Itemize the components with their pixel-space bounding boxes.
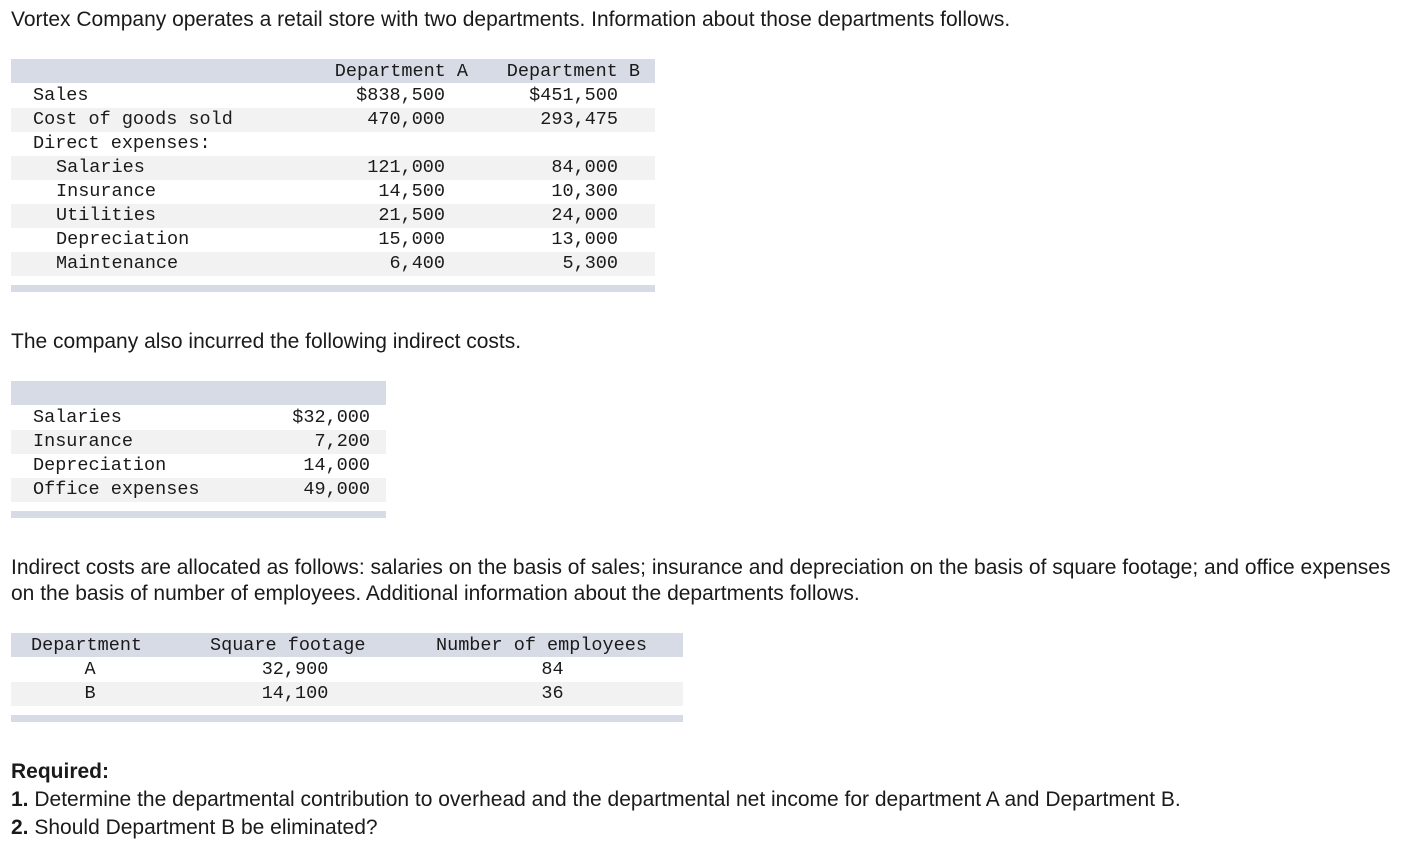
indirect-costs-table (11, 381, 386, 520)
dept-a-value: 6,400 (389, 253, 445, 274)
cost-value: 14,000 (303, 455, 370, 476)
cost-value: $32,000 (292, 407, 370, 428)
table-row (11, 406, 386, 430)
department-value: B (84, 683, 96, 704)
item-text: Determine the departmental contribution to overhead and the departmental net income for department A and Department B. (34, 788, 1181, 811)
item-number: 1. (11, 788, 29, 811)
row-label: Sales (33, 85, 89, 106)
dept-b-value: 293,475 (540, 109, 618, 130)
table-row (11, 430, 386, 454)
table-row (11, 132, 655, 156)
cost-value: 7,200 (314, 431, 370, 452)
table-row (11, 454, 386, 478)
department-info-table (11, 633, 683, 724)
table-row (11, 682, 683, 706)
table-row (11, 180, 655, 204)
intro-text: Vortex Company operates a retail store with two departments. Information about those departments follows. (11, 8, 1011, 31)
table-row (11, 204, 655, 228)
dept-b-value: 24,000 (551, 205, 618, 226)
header-department-b: Department B (506, 61, 640, 82)
dept-b-value: 84,000 (551, 157, 618, 178)
employees-value: 84 (541, 659, 564, 680)
dept-b-value: 5,300 (562, 253, 618, 274)
cost-value: 49,000 (303, 479, 370, 500)
department-table (11, 59, 655, 294)
header-number-of-employees: Number of employees (436, 635, 647, 656)
table-row (11, 658, 683, 682)
table-row (11, 228, 655, 252)
header-department-a: Department A (334, 61, 468, 82)
required-item (11, 815, 1396, 841)
row-label: Depreciation (33, 455, 167, 476)
indirect-intro-text: The company also incurred the following indirect costs. (11, 330, 522, 353)
table-row (11, 156, 655, 180)
required-heading: Required: (11, 760, 110, 783)
table-footer-bar (11, 715, 683, 722)
dept-a-value: $838,500 (356, 85, 445, 106)
header-department: Department (31, 635, 143, 656)
row-label: Office expenses (33, 479, 200, 500)
table-footer-bar (11, 511, 386, 518)
item-number: 2. (11, 816, 29, 839)
dept-a-value: 14,500 (378, 181, 445, 202)
square-footage-value: 32,900 (261, 659, 329, 680)
dept-a-value: 121,000 (367, 157, 445, 178)
table-row (11, 108, 655, 132)
row-label: Direct expenses: (33, 133, 211, 154)
square-footage-value: 14,100 (261, 683, 329, 704)
table-row (11, 252, 655, 276)
dept-a-value: 470,000 (367, 109, 445, 130)
required-item (11, 787, 1396, 813)
info-table-header (11, 633, 683, 657)
row-label: Salaries (33, 407, 122, 428)
department-value: A (84, 659, 96, 680)
row-label: Maintenance (56, 253, 179, 274)
row-label: Insurance (33, 431, 133, 452)
dept-b-value: 10,300 (551, 181, 618, 202)
row-label: Depreciation (56, 229, 190, 250)
table-row (11, 84, 655, 108)
row-label: Insurance (56, 181, 156, 202)
header-square-footage: Square footage (210, 635, 366, 656)
row-label: Utilities (56, 205, 156, 226)
employees-value: 36 (541, 683, 564, 704)
department-table-header (11, 59, 655, 83)
required-section (11, 759, 1396, 841)
indirect-table-header (11, 381, 386, 405)
row-label: Salaries (56, 157, 145, 178)
dept-a-value: 21,500 (378, 205, 445, 226)
item-text: Should Department B be eliminated? (34, 816, 378, 839)
dept-a-value: 15,000 (378, 229, 445, 250)
row-label: Cost of goods sold (33, 109, 233, 130)
dept-b-value: $451,500 (529, 85, 618, 106)
table-row (11, 478, 386, 502)
dept-b-value: 13,000 (551, 229, 618, 250)
allocation-text: Indirect costs are allocated as follows: salaries on the basis of sales; insurance and depreciation on the basis of square footage; and office expenses on the basis of number of employees. Additional information about the departments follows. (11, 556, 1391, 605)
table-footer-bar (11, 285, 655, 292)
